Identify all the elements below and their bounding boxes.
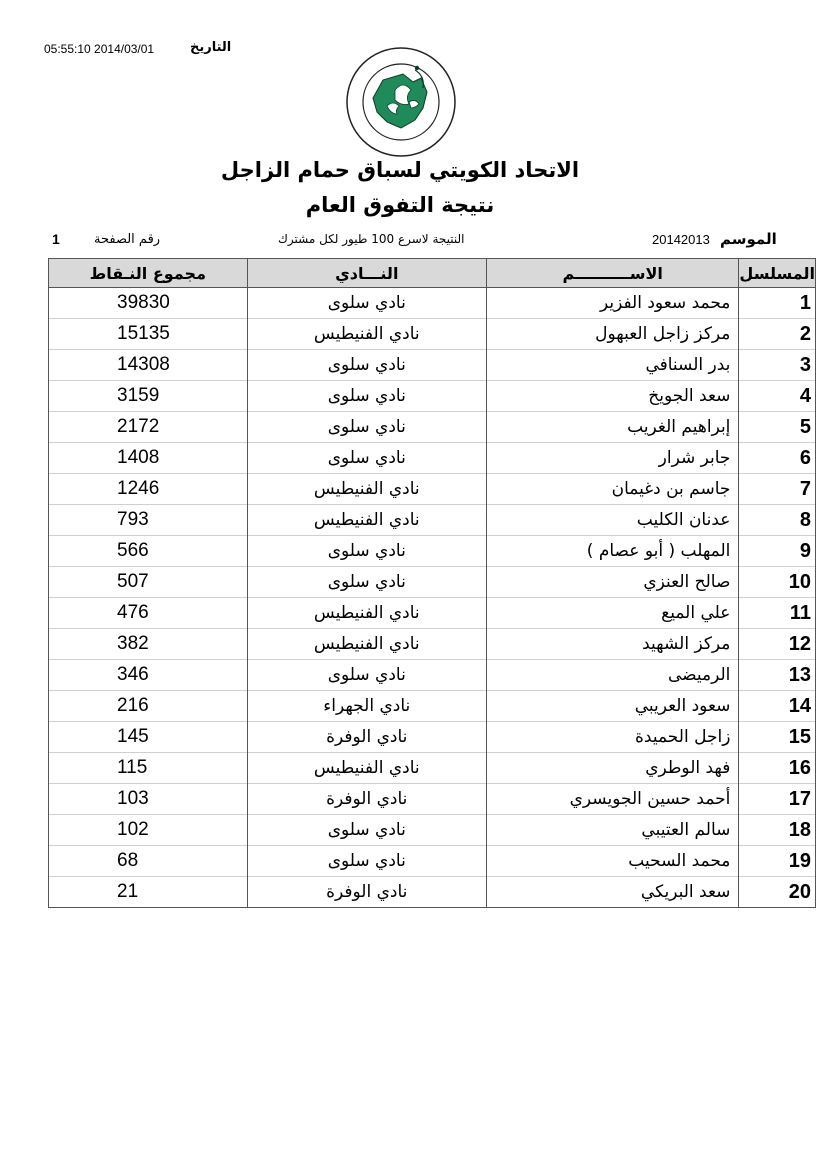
cell-serial: 3 <box>739 350 816 381</box>
table-row <box>49 350 816 381</box>
cell-club: نادي سلوى <box>247 567 486 598</box>
cell-club: نادي سلوى <box>247 846 486 877</box>
cell-club: نادي الفنيطيس <box>247 474 486 505</box>
cell-name: أحمد حسين الجويسري <box>486 784 738 815</box>
cell-name: إبراهيم الغريب <box>486 412 738 443</box>
cell-points: 3159 <box>49 381 248 412</box>
cell-points: 15135 <box>49 319 248 350</box>
cell-points: 216 <box>49 691 248 722</box>
table-row <box>49 846 816 877</box>
cell-club: نادي سلوى <box>247 443 486 474</box>
cell-club: نادي الوفرة <box>247 877 486 908</box>
cell-serial: 11 <box>739 598 816 629</box>
cell-name: جابر شرار <box>486 443 738 474</box>
table-row <box>49 691 816 722</box>
cell-name: محمد السحيب <box>486 846 738 877</box>
cell-name: المهلب ( أبو عصام ) <box>486 536 738 567</box>
cell-club: نادي سلوى <box>247 381 486 412</box>
cell-serial: 10 <box>739 567 816 598</box>
cell-serial: 9 <box>739 536 816 567</box>
cell-serial: 15 <box>739 722 816 753</box>
cell-points: 1408 <box>49 443 248 474</box>
cell-club: نادي الفنيطيس <box>247 753 486 784</box>
table-header-row <box>49 259 816 288</box>
cell-name: سالم العتيبي <box>486 815 738 846</box>
column-header-points: مجموع النـقاط <box>49 259 248 288</box>
cell-name: صالح العنزي <box>486 567 738 598</box>
table-row <box>49 443 816 474</box>
cell-points: 566 <box>49 536 248 567</box>
cell-points: 476 <box>49 598 248 629</box>
cell-points: 507 <box>49 567 248 598</box>
cell-name: سعود العريبي <box>486 691 738 722</box>
cell-name: محمد سعود الفزير <box>486 288 738 319</box>
column-header-serial: المسلسل <box>739 259 816 288</box>
cell-name: سعد الجويخ <box>486 381 738 412</box>
table-row <box>49 598 816 629</box>
table-row <box>49 753 816 784</box>
cell-name: علي الميع <box>486 598 738 629</box>
cell-points: 102 <box>49 815 248 846</box>
table-row <box>49 505 816 536</box>
column-header-club: النـــادي <box>247 259 486 288</box>
table-row <box>49 319 816 350</box>
cell-points: 1246 <box>49 474 248 505</box>
table-row <box>49 660 816 691</box>
organization-title: الاتحاد الكويتي لسباق حمام الزاجل <box>220 158 580 182</box>
cell-points: 103 <box>49 784 248 815</box>
cell-club: نادي سلوى <box>247 350 486 381</box>
table-row <box>49 629 816 660</box>
cell-club: نادي الوفرة <box>247 784 486 815</box>
cell-name: مركز الشهيد <box>486 629 738 660</box>
cell-club: نادي الوفرة <box>247 722 486 753</box>
cell-serial: 12 <box>739 629 816 660</box>
cell-club: نادي الجهراء <box>247 691 486 722</box>
table-row <box>49 536 816 567</box>
cell-club: نادي الفنيطيس <box>247 598 486 629</box>
cell-club: نادي الفنيطيس <box>247 319 486 350</box>
report-title: نتيجة التفوق العام <box>305 193 495 217</box>
cell-points: 39830 <box>49 288 248 319</box>
table-row <box>49 784 816 815</box>
cell-club: نادي سلوى <box>247 815 486 846</box>
cell-points: 115 <box>49 753 248 784</box>
cell-club: نادي سلوى <box>247 412 486 443</box>
cell-points: 14308 <box>49 350 248 381</box>
table-row <box>49 474 816 505</box>
cell-serial: 16 <box>739 753 816 784</box>
cell-name: سعد البريكي <box>486 877 738 908</box>
table-row <box>49 877 816 908</box>
cell-points: 382 <box>49 629 248 660</box>
cell-serial: 5 <box>739 412 816 443</box>
cell-serial: 1 <box>739 288 816 319</box>
cell-serial: 8 <box>739 505 816 536</box>
cell-serial: 18 <box>739 815 816 846</box>
cell-name: الرميضى <box>486 660 738 691</box>
season-value: 20142013 <box>652 232 710 247</box>
cell-club: نادي سلوى <box>247 536 486 567</box>
season-label: الموسم <box>720 230 777 248</box>
table-row <box>49 722 816 753</box>
report-date-label: التاريخ <box>190 40 232 55</box>
cell-name: زاجل الحميدة <box>486 722 738 753</box>
cell-name: جاسم بن دغيمان <box>486 474 738 505</box>
cell-club: نادي سلوى <box>247 288 486 319</box>
cell-points: 68 <box>49 846 248 877</box>
results-table <box>48 258 816 908</box>
cell-name: بدر السنافي <box>486 350 738 381</box>
cell-club: نادي سلوى <box>247 660 486 691</box>
cell-points: 346 <box>49 660 248 691</box>
cell-serial: 20 <box>739 877 816 908</box>
cell-points: 2172 <box>49 412 248 443</box>
cell-serial: 4 <box>739 381 816 412</box>
cell-points: 145 <box>49 722 248 753</box>
federation-logo <box>343 46 459 158</box>
table-row <box>49 288 816 319</box>
cell-serial: 14 <box>739 691 816 722</box>
page-number-label: رقم الصفحة <box>94 232 161 247</box>
cell-points: 21 <box>49 877 248 908</box>
cell-serial: 19 <box>739 846 816 877</box>
cell-club: نادي الفنيطيس <box>247 505 486 536</box>
page-number: 1 <box>52 231 60 247</box>
cell-points: 793 <box>49 505 248 536</box>
report-date-value: 05:55:10 2014/03/01 <box>44 42 155 56</box>
cell-serial: 6 <box>739 443 816 474</box>
cell-name: عدنان الكليب <box>486 505 738 536</box>
cell-club: نادي الفنيطيس <box>247 629 486 660</box>
table-row <box>49 412 816 443</box>
column-header-name: الاســــــــــم <box>486 259 738 288</box>
cell-serial: 17 <box>739 784 816 815</box>
cell-serial: 13 <box>739 660 816 691</box>
table-row <box>49 815 816 846</box>
cell-serial: 2 <box>739 319 816 350</box>
table-row <box>49 567 816 598</box>
cell-name: مركز زاجل العبهول <box>486 319 738 350</box>
cell-serial: 7 <box>739 474 816 505</box>
cell-name: فهد الوطري <box>486 753 738 784</box>
result-description: النتيجة لاسرع 100 طيور لكل مشترك <box>278 232 465 246</box>
table-row <box>49 381 816 412</box>
